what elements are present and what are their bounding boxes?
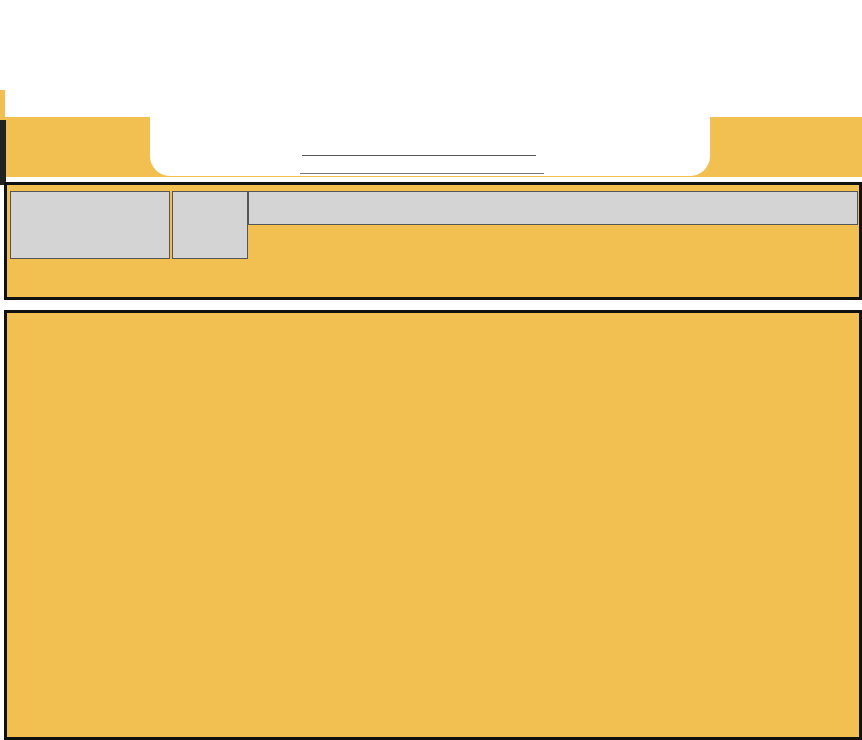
- fps-max-header: [248, 191, 858, 225]
- roles-table: [4, 182, 862, 300]
- divider-line: [302, 155, 536, 156]
- divider-line: [300, 173, 544, 174]
- energia-header: [172, 191, 248, 259]
- fps-joules-table: [4, 310, 862, 740]
- replica-header: [10, 191, 170, 259]
- title-card: [150, 70, 710, 176]
- left-black-bar: [0, 120, 6, 185]
- gold-accent: [0, 90, 5, 120]
